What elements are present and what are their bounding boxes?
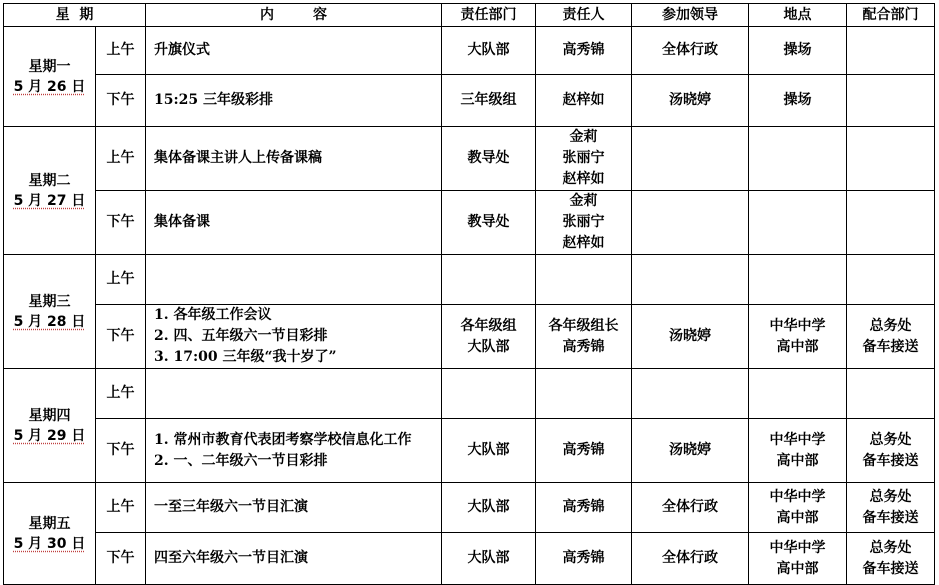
- leader-line: 全体行政: [662, 550, 718, 566]
- content-line: 1. 常州市教育代表团考察学校信息化工作: [154, 431, 412, 448]
- coop-line: 备车接送: [862, 560, 919, 577]
- place-cell: [749, 75, 847, 127]
- person-line: 赵梓如: [562, 235, 605, 251]
- dept-cell: [442, 127, 536, 191]
- coop-cell: [847, 533, 935, 585]
- header-dept: 责任部门: [442, 4, 536, 27]
- content-cell: [146, 127, 442, 191]
- dept-cell: [442, 255, 536, 305]
- leader-cell: [632, 533, 749, 585]
- weekly-schedule-table: [3, 3, 935, 585]
- coop-cell: [847, 419, 935, 483]
- coop-cell: [847, 305, 935, 369]
- day-cell: [4, 127, 96, 255]
- content-cell: [146, 533, 442, 585]
- person-line: 高秀锦: [562, 338, 605, 355]
- schedule-row: [4, 27, 935, 75]
- coop-cell: [847, 483, 935, 533]
- person-line: 张丽宁: [562, 214, 605, 230]
- leader-line: 汤晓婷: [669, 442, 711, 458]
- content-cell: [146, 255, 442, 305]
- leader-line: 汤晓婷: [669, 328, 711, 344]
- dept-cell: [442, 75, 536, 127]
- leader-cell: [632, 483, 749, 533]
- content-cell: [146, 191, 442, 255]
- period-cell: 下午: [96, 75, 146, 127]
- period-cell: 上午: [96, 369, 146, 419]
- leader-cell: [632, 127, 749, 191]
- day-cell: [4, 27, 96, 127]
- content-line: 集体备课主讲人上传备课稿: [154, 150, 322, 166]
- day-name: 星期三: [28, 293, 71, 310]
- leader-cell: [632, 419, 749, 483]
- place-line: 中华中学: [769, 539, 826, 556]
- person-cell: [536, 191, 632, 255]
- period-cell: 上午: [96, 127, 146, 191]
- content-line: 1. 各年级工作会议: [154, 307, 272, 323]
- schedule-row: [4, 191, 935, 255]
- person-cell: [536, 533, 632, 585]
- dept-line: 大队部: [467, 442, 510, 458]
- period-cell: 下午: [96, 305, 146, 369]
- day-name: 星期五: [28, 515, 71, 532]
- dept-line: 教导处: [467, 214, 510, 230]
- coop-cell: [847, 255, 935, 305]
- leader-cell: [632, 255, 749, 305]
- leader-line: 汤晓婷: [669, 92, 711, 108]
- content-cell: [146, 483, 442, 533]
- place-line: 高中部: [776, 452, 819, 469]
- coop-line: 备车接送: [862, 509, 919, 526]
- coop-line: 总务处: [869, 317, 912, 334]
- period-cell: 上午: [96, 255, 146, 305]
- day-cell: [4, 483, 96, 585]
- coop-cell: [847, 127, 935, 191]
- coop-cell: [847, 191, 935, 255]
- coop-line: 总务处: [869, 488, 912, 505]
- header-row: [4, 4, 935, 27]
- day-date: 5 月 29 日: [13, 427, 86, 444]
- leader-cell: [632, 305, 749, 369]
- person-line: 赵梓如: [562, 171, 605, 187]
- person-cell: [536, 75, 632, 127]
- place-line: 高中部: [776, 560, 819, 577]
- day-name: 星期一: [28, 58, 71, 75]
- place-cell: [749, 191, 847, 255]
- person-line: 金莉: [569, 193, 598, 209]
- leader-cell: [632, 369, 749, 419]
- leader-cell: [632, 27, 749, 75]
- leader-line: 全体行政: [662, 499, 718, 515]
- leader-cell: [632, 75, 749, 127]
- content-line: 集体备课: [154, 214, 210, 230]
- person-line: 高秀锦: [562, 550, 605, 566]
- content-line: 2. 一、二年级六一节目彩排: [154, 452, 328, 469]
- place-line: 中华中学: [769, 431, 826, 448]
- dept-cell: [442, 533, 536, 585]
- day-cell: [4, 369, 96, 483]
- place-line: 操场: [783, 92, 812, 108]
- place-cell: [749, 255, 847, 305]
- place-cell: [749, 369, 847, 419]
- schedule-row: [4, 533, 935, 585]
- person-cell: [536, 27, 632, 75]
- place-cell: [749, 305, 847, 369]
- person-cell: [536, 127, 632, 191]
- person-line: 张丽宁: [562, 150, 605, 166]
- schedule-row: [4, 369, 935, 419]
- content-line: 升旗仪式: [154, 42, 210, 58]
- period-cell: 上午: [96, 483, 146, 533]
- period-cell: 下午: [96, 419, 146, 483]
- day-date: 5 月 26 日: [13, 78, 86, 95]
- coop-cell: [847, 369, 935, 419]
- schedule-row: [4, 483, 935, 533]
- day-date: 5 月 30 日: [13, 535, 86, 552]
- content-line: 四至六年级六一节目汇演: [154, 550, 308, 566]
- place-line: 高中部: [776, 509, 819, 526]
- header-week: 星 期: [4, 4, 146, 27]
- content-cell: [146, 305, 442, 369]
- person-cell: [536, 419, 632, 483]
- day-date: 5 月 27 日: [13, 192, 86, 209]
- dept-cell: [442, 191, 536, 255]
- content-line: 2. 四、五年级六一节目彩排: [154, 328, 328, 344]
- person-cell: [536, 483, 632, 533]
- person-cell: [536, 255, 632, 305]
- schedule-row: [4, 419, 935, 483]
- schedule-row: [4, 305, 935, 369]
- content-line: 一至三年级六一节目汇演: [154, 499, 308, 515]
- dept-cell: [442, 483, 536, 533]
- place-cell: [749, 127, 847, 191]
- dept-cell: [442, 305, 536, 369]
- day-cell: [4, 255, 96, 369]
- place-line: 高中部: [776, 338, 819, 355]
- dept-line: 教导处: [467, 150, 510, 166]
- dept-line: 各年级组: [460, 317, 517, 334]
- place-cell: [749, 27, 847, 75]
- place-cell: [749, 419, 847, 483]
- content-line: 3. 17:00 三年级“我十岁了”: [154, 349, 337, 365]
- dept-line: 大队部: [467, 499, 510, 515]
- coop-cell: [847, 75, 935, 127]
- person-cell: [536, 305, 632, 369]
- coop-line: 备车接送: [862, 452, 919, 469]
- place-line: 中华中学: [769, 488, 826, 505]
- content-cell: [146, 419, 442, 483]
- leader-line: 全体行政: [662, 42, 718, 58]
- person-cell: [536, 369, 632, 419]
- person-line: 高秀锦: [562, 442, 605, 458]
- coop-cell: [847, 27, 935, 75]
- place-cell: [749, 483, 847, 533]
- header-coop: 配合部门: [847, 4, 935, 27]
- schedule-row: [4, 255, 935, 305]
- person-line: 各年级组长: [548, 317, 619, 334]
- coop-line: 备车接送: [862, 338, 919, 355]
- dept-cell: [442, 27, 536, 75]
- header-leader: 参加领导: [632, 4, 749, 27]
- place-line: 操场: [783, 42, 812, 58]
- period-cell: 下午: [96, 191, 146, 255]
- schedule-row: [4, 127, 935, 191]
- dept-line: 大队部: [467, 42, 510, 58]
- dept-line: 大队部: [467, 550, 510, 566]
- day-name: 星期二: [28, 172, 71, 189]
- place-line: 中华中学: [769, 317, 826, 334]
- header-person: 责任人: [536, 4, 632, 27]
- dept-cell: [442, 419, 536, 483]
- schedule-row: [4, 75, 935, 127]
- content-cell: [146, 27, 442, 75]
- leader-cell: [632, 191, 749, 255]
- header-place: 地点: [749, 4, 847, 27]
- dept-cell: [442, 369, 536, 419]
- dept-line: 三年级组: [460, 92, 517, 108]
- place-cell: [749, 533, 847, 585]
- coop-line: 总务处: [869, 431, 912, 448]
- header-content: 内 容: [146, 4, 442, 27]
- day-name: 星期四: [28, 407, 71, 424]
- person-line: 高秀锦: [562, 499, 605, 515]
- dept-line: 大队部: [467, 338, 510, 355]
- content-cell: [146, 75, 442, 127]
- day-date: 5 月 28 日: [13, 313, 86, 330]
- person-line: 赵梓如: [562, 92, 605, 108]
- schedule-body: [4, 4, 935, 585]
- content-line: 15:25 三年级彩排: [154, 92, 274, 108]
- period-cell: 下午: [96, 533, 146, 585]
- period-cell: 上午: [96, 27, 146, 75]
- coop-line: 总务处: [869, 539, 912, 556]
- person-line: 高秀锦: [562, 42, 605, 58]
- person-line: 金莉: [569, 129, 598, 145]
- content-cell: [146, 369, 442, 419]
